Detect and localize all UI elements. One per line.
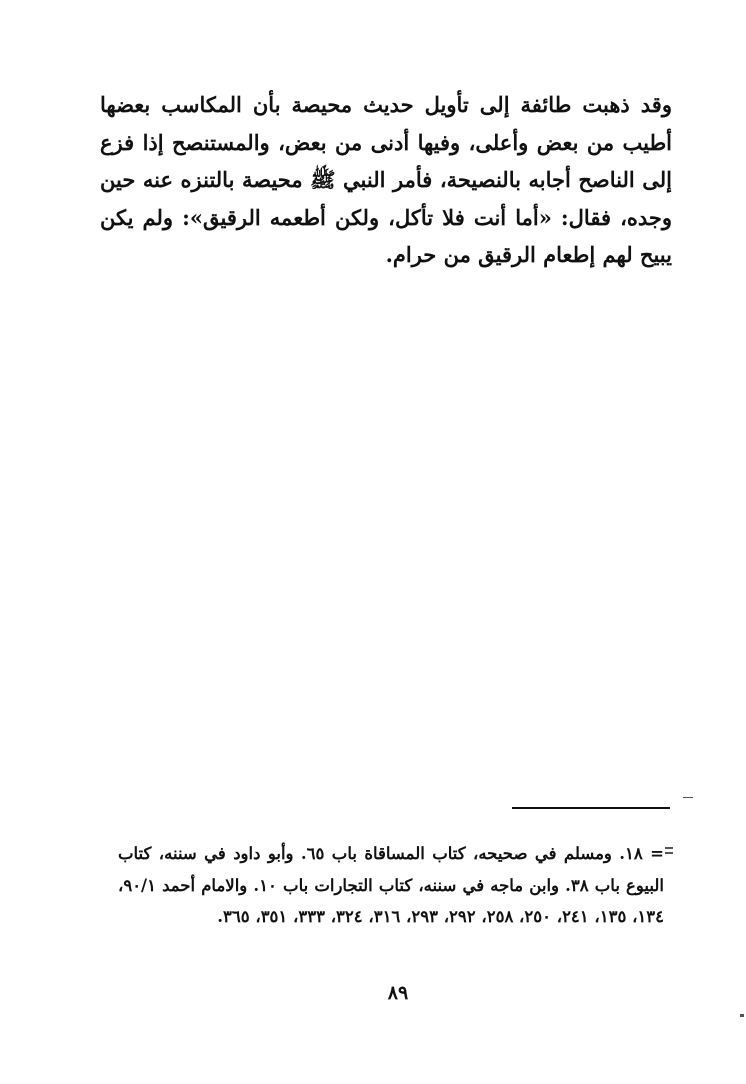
footnote-text: = ١٨. ومسلم في صحيحه، كتاب المساقاة باب ٦٥. وأبو داود في سننه، كتاب البيوع باب ٣٨. وابن ماجه في سننه، كتاب التجارات باب ١٠. والامام أحمد ٩٠/١، ١٣٤، ١٣٥، ٢٤١، ٢٥٠، ٢٥٨، ٢٩٢، ٢٩٣، ٣١٦، ٣٢٤، ٣٣٣، ٣٥١، ٣٦٥. — [118, 844, 664, 926]
scan-speck — [740, 1014, 744, 1017]
footnote-separator — [512, 807, 670, 809]
body-paragraph: وقد ذهبت طائفة إلى تأويل حديث محيصة بأن المكاسب بعضها أطيب من بعض وأعلى، وفيها أدنى من بعض، والمستنصح إذا فزع إلى الناصح أجابه بالنصيحة، فأمر النبي ﷺ محيصة بالتنزه عنه حين وجده، فقال: «أما أنت فلا تأكل، ولكن أطعمه الرقيق»: ولم يكن يبيح لهم إطعام الرقيق من حرام. — [100, 92, 672, 267]
page-number: ٨٩ — [387, 982, 409, 1004]
scan-speck — [665, 847, 673, 849]
scan-speck — [665, 852, 673, 854]
scan-speck — [683, 797, 693, 798]
